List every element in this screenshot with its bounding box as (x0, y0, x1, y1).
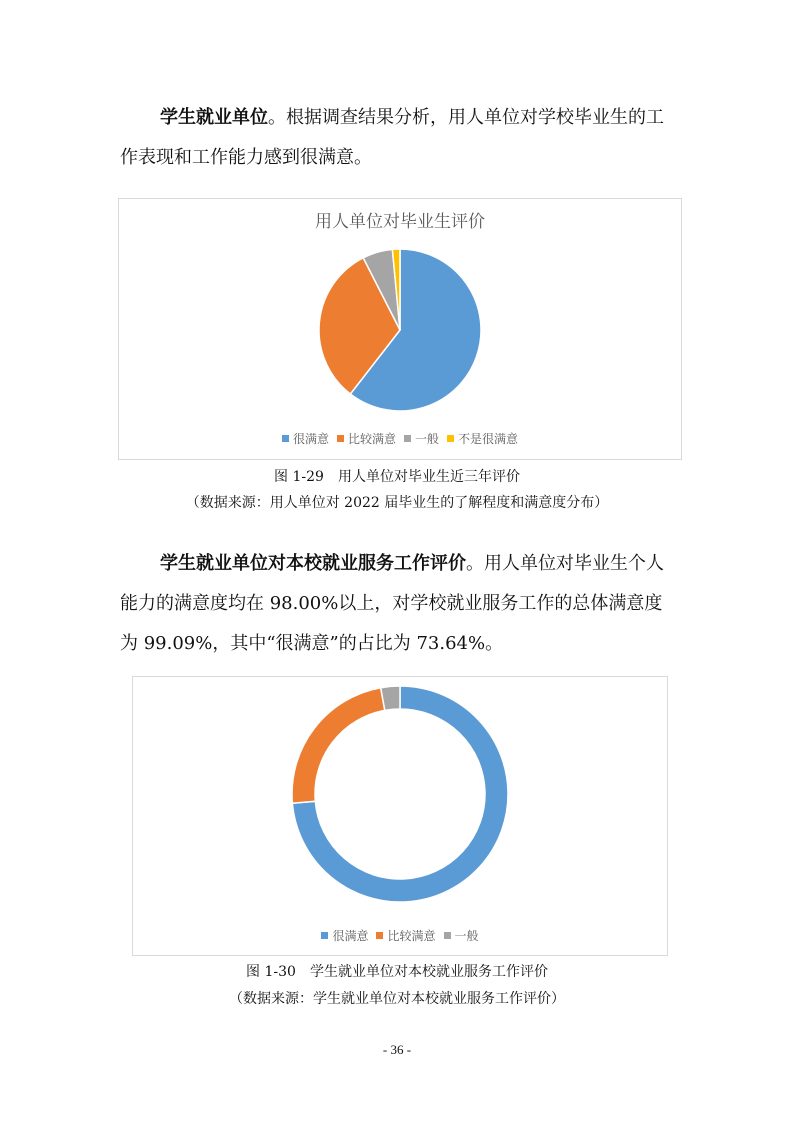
legend-item (321, 927, 368, 944)
legend-label: 一般 (415, 432, 440, 446)
page-number: - 36 - (382, 1042, 412, 1057)
legend-swatch (337, 435, 344, 442)
pie-chart-employer-evaluation (118, 198, 682, 460)
legend-swatch (404, 435, 411, 442)
legend-item (376, 927, 435, 944)
paragraph-text: 。用人单位对毕业生个人 (466, 553, 664, 574)
doughnut-chart-svg (133, 677, 667, 955)
figure-caption: 图 1-29 用人单位对毕业生近三年评价 (274, 469, 520, 485)
legend-label: 比较满意 (347, 432, 396, 446)
section-heading-service: 学生就业单位对本校就业服务工作评价 (160, 553, 466, 574)
paragraph-text: 为 99.09%，其中“很满意”的占比为 73.64%。 (120, 633, 504, 654)
legend-item (282, 430, 329, 447)
legend-swatch (282, 435, 289, 442)
legend-swatch (321, 932, 328, 939)
figure-source: （数据来源：用人单位对 2022 届毕业生的了解程度和满意度分布） (185, 495, 609, 511)
legend-label: 一般 (454, 929, 479, 943)
legend-label: 不是很满意 (458, 432, 519, 446)
legend-swatch (447, 435, 454, 442)
pie-chart-svg (119, 199, 681, 459)
paragraph-text: 作表现和工作能力感到很满意。 (120, 147, 372, 168)
chart-legend (133, 927, 667, 944)
paragraph-employer-evaluation (120, 98, 675, 178)
figure-source: （数据来源：学生就业单位对本校就业服务工作评价） (229, 991, 565, 1007)
legend-label: 很满意 (332, 929, 369, 943)
legend-item (404, 430, 439, 447)
legend-item (337, 430, 396, 447)
paragraph-text: 能力的满意度均在 98.00%以上，对学校就业服务工作的总体满意度 (120, 593, 663, 614)
legend-item (444, 927, 479, 944)
figure-caption: 图 1-30 学生就业单位对本校就业服务工作评价 (246, 964, 548, 980)
legend-label: 比较满意 (387, 929, 436, 943)
legend-swatch (444, 932, 451, 939)
chart-legend (119, 430, 681, 447)
chart-title: 用人单位对毕业生评价 (315, 212, 485, 232)
legend-item (447, 430, 518, 447)
section-heading-employer: 学生就业单位 (160, 107, 268, 128)
doughnut-chart-service-evaluation (132, 676, 668, 956)
slice-比较满意 (292, 688, 385, 803)
legend-swatch (376, 932, 383, 939)
paragraph-text: 。根据调查结果分析，用人单位对学校毕业生的工 (268, 107, 664, 128)
legend-label: 很满意 (292, 432, 329, 446)
slice-一般 (381, 686, 400, 710)
paragraph-service-evaluation (120, 544, 675, 664)
